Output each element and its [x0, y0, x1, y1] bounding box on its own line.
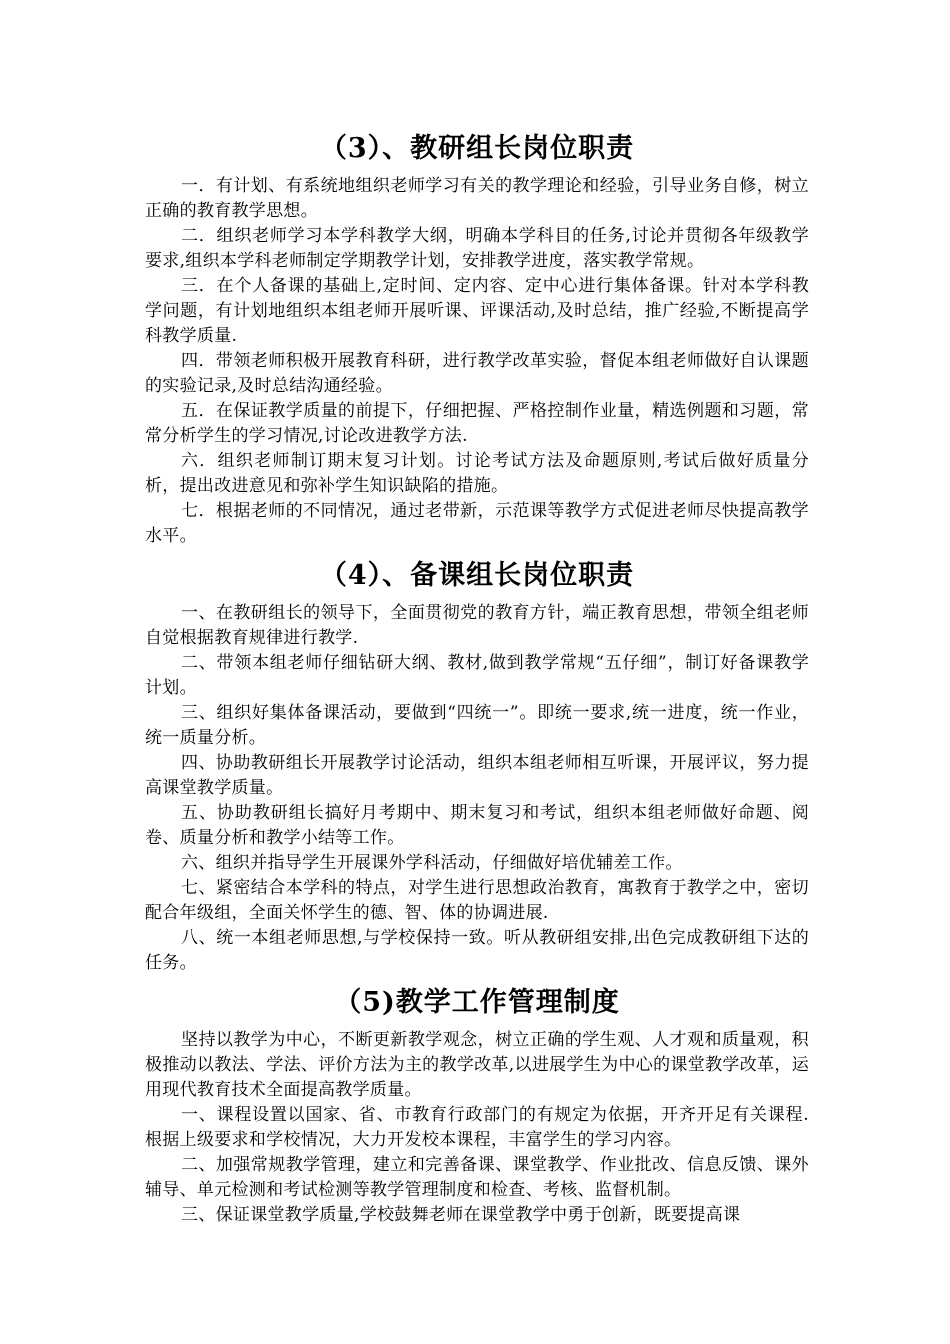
paragraph: 一．有计划、有系统地组织老师学习有关的教学理论和经验，引导业务自修，树立正确的教育教学思想。: [145, 176, 809, 221]
paragraph: 一、课程设置以国家、省、市教育行政部门的有规定为依据，开齐开足有关课程.根据上级要求和学校情况，大力开发校本课程，丰富学生的学习内容。: [145, 1105, 809, 1150]
paragraph: 五、协助教研组长搞好月考期中、期末复习和考试，组织本组老师做好命题、阅卷、质量分析和教学小结等工作。: [145, 803, 809, 848]
paragraph: 坚持以教学为中心，不断更新教学观念，树立正确的学生观、人才观和质量观，积极推动以教法、学法、评价方法为主的教学改革,以进展学生为中心的课堂教学改革，运用现代教育技术全面提高教学质量。: [145, 1030, 809, 1100]
paragraph: 六、组织并指导学生开展课外学科活动，仔细做好培优辅差工作。: [181, 853, 683, 873]
paragraph: 七、紧密结合本学科的特点，对学生进行思想政治教育，寓教育于教学之中，密切配合年级组，全面关怀学生的德、智、体的协调进展.: [145, 878, 809, 923]
paragraph: 二、加强常规教学管理，建立和完善备课、课堂教学、作业批改、信息反馈、课外辅导、单元检测和考试检测等教学管理制度和检查、考核、监督机制。: [145, 1155, 809, 1200]
section-teaching-research-leader: [145, 130, 809, 549]
paragraph: 八、统一本组老师思想,与学校保持一致。听从教研组安排,出色完成教研组下达的任务。: [145, 928, 809, 973]
paragraph: 四、协助教研组长开展教学讨论活动，组织本组老师相互听课，开展评议，努力提高课堂教学质量。: [145, 753, 809, 798]
paragraph: 六．组织老师制订期末复习计划。讨论考试方法及命题原则,考试后做好质量分析，提出改进意见和弥补学生知识缺陷的措施。: [145, 451, 809, 496]
section-teaching-management: [145, 984, 809, 1228]
paragraph: 三、组织好集体备课活动，要做到“四统一”。即统一要求,统一进度，统一作业，统一质量分析。: [145, 703, 809, 748]
paragraph: 五．在保证教学质量的前提下，仔细把握、严格控制作业量，精选例题和习题，常常分析学生的学习情况,讨论改进教学方法.: [145, 401, 809, 446]
document-page: [145, 130, 809, 1236]
section-lesson-prep-leader: [145, 557, 809, 976]
paragraph: 七．根据老师的不同情况，通过老带新，示范课等教学方式促进老师尽快提高教学水平。: [145, 501, 809, 546]
paragraph: 四．带领老师积极开展教育科研，进行教学改革实验，督促本组老师做好自认课题的实验记录,及时总结沟通经验。: [145, 351, 809, 396]
paragraph: 一、在教研组长的领导下，全面贯彻党的教育方针，端正教育思想，带领全组老师自觉根据教育规律进行教学.: [145, 603, 809, 648]
section-title: （4）、备课组长岗位职责: [319, 560, 635, 591]
section-title: （3）、教研组长岗位职责: [319, 133, 635, 164]
paragraph: 三．在个人备课的基础上,定时间、定内容、定中心进行集体备课。针对本学科教学问题，有计划地组织本组老师开展听课、评课活动,及时总结，推广经验,不断提高学科教学质量.: [145, 276, 809, 346]
paragraph: 三、保证课堂教学质量,学校鼓舞老师在课堂教学中勇于创新，既要提高课: [181, 1205, 741, 1225]
paragraph: 二．组织老师学习本学科教学大纲，明确本学科目的任务,讨论并贯彻各年级教学要求,组织本学科老师制定学期教学计划，安排教学进度，落实教学常规。: [145, 226, 809, 271]
section-title: （5)教学工作管理制度: [334, 987, 620, 1018]
paragraph: 二、带领本组老师仔细钻研大纲、教材,做到教学常规“五仔细”，制订好备课教学计划。: [145, 653, 809, 698]
